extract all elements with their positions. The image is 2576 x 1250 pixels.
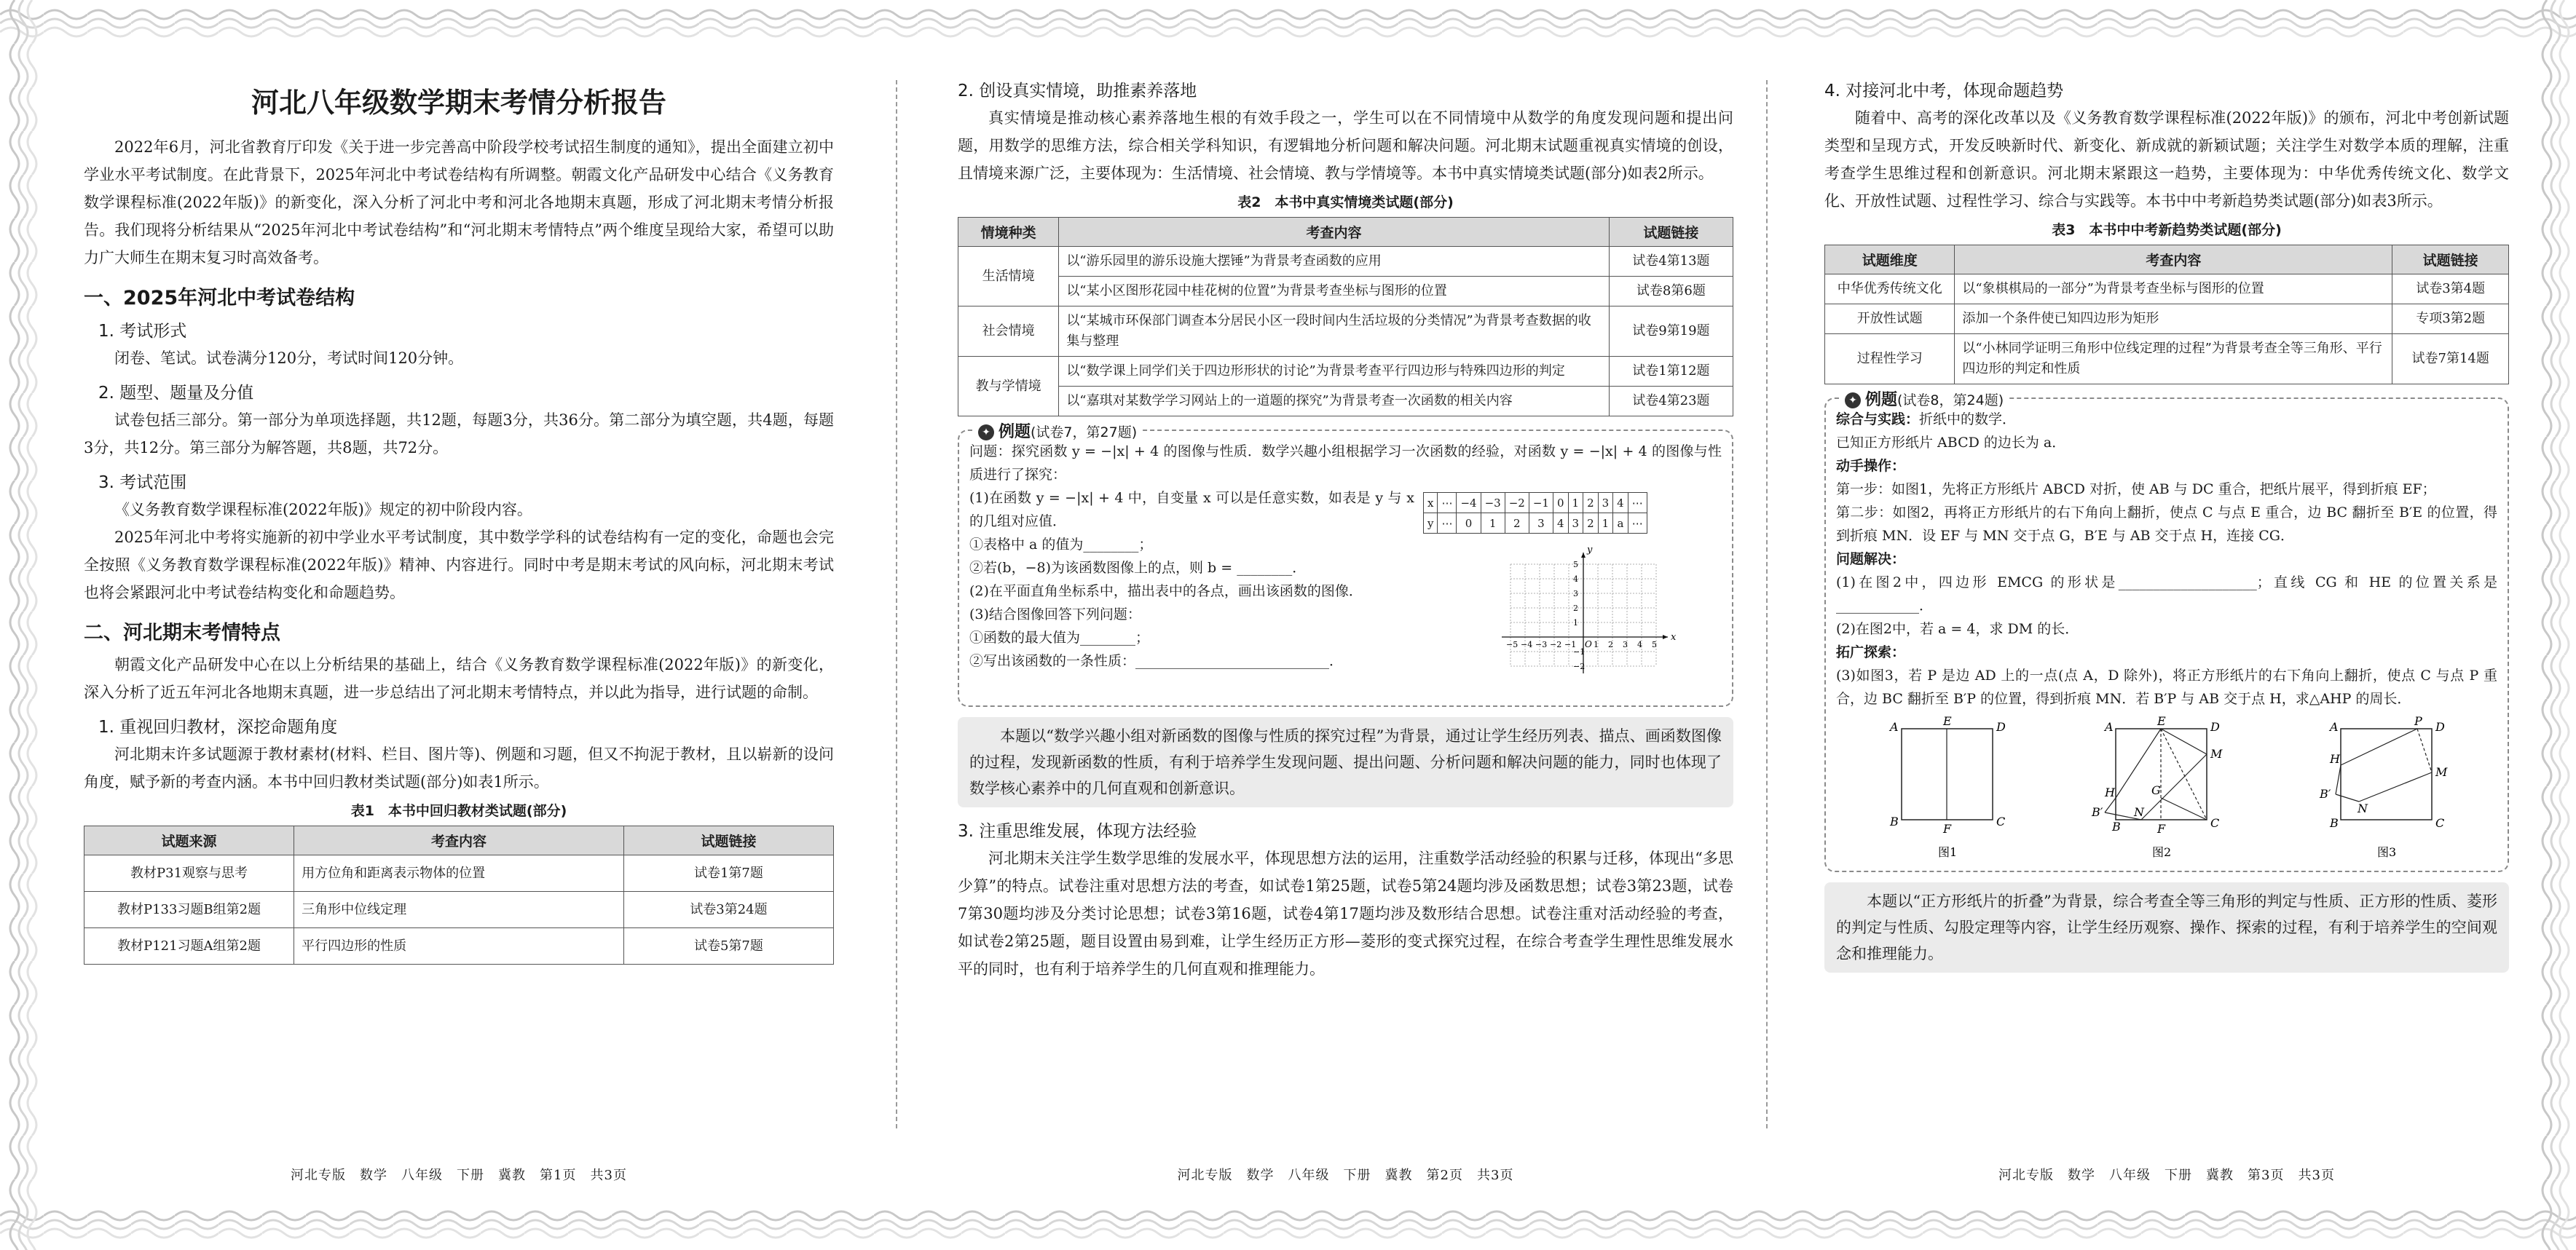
table-row: [1424, 513, 1647, 534]
point-label: C: [1996, 815, 2005, 828]
decorative-border-bottom: [0, 1201, 2576, 1245]
table-cell: 试卷3第4题: [2392, 274, 2509, 304]
paragraph: 真实情境是推动核心素养落地生根的有效手段之一，学生可以在不同情境中从数学的角度发现问题和提出问题，用数学的思维方法，综合相关学科知识，有逻辑地分析问题和解决问题。河北期末试题重视真实情境的创设，且情境来源广泛，主要体现为：生活情境、社会情境、教与学情境等。本书中真实情境类试题(部分)如表2所示。: [958, 109, 1733, 182]
lightbulb-icon: ✦: [1845, 392, 1861, 408]
table-row: [84, 928, 834, 965]
table-cell: x: [1424, 493, 1438, 513]
question-label: 动手操作：: [1836, 458, 1906, 474]
question-text: ②写出该函数的一条性质：____________________________．: [969, 653, 1344, 669]
point-label: B′: [2091, 805, 2103, 819]
page-2: [958, 66, 1733, 1158]
tick-label: 1: [1594, 640, 1599, 649]
table-header: 试题链接: [2392, 245, 2509, 274]
analysis-note: [1824, 882, 2509, 973]
table-cell: 0: [1553, 493, 1568, 513]
doc-title: 河北八年级数学期末考情分析报告: [251, 87, 666, 119]
subsection-title: 4. 对接河北中考，体现命题趋势: [1824, 82, 2064, 100]
table-row: [84, 892, 834, 928]
paragraph: 2025年河北中考将实施新的初中学业水平考试制度，其中数学学科的试卷结构有一定的变化，命题也会完全按照《义务教育数学课程标准(2022年版)》精神、内容进行。同时中考是期末考试的风向标，河北期末考试也将会紧跟河北中考试卷结构变化和命题趋势。: [84, 529, 834, 601]
table-2: [958, 217, 1733, 416]
table-header: 试题来源: [84, 826, 294, 855]
table-header: 考查内容: [294, 826, 624, 855]
point-label: M: [2435, 765, 2448, 779]
table-cell: ⋯: [1438, 493, 1457, 513]
table-cell: 3: [1598, 493, 1613, 513]
origin-label: O: [1585, 639, 1592, 649]
table-cell: ⋯: [1628, 493, 1647, 513]
x-axis-arrow: [1663, 635, 1668, 639]
table-row: [958, 306, 1733, 357]
table-cell: a: [1613, 513, 1628, 534]
question-text: 综合与实践：折纸中的数学．: [1836, 411, 2017, 427]
column-divider: [1766, 80, 1768, 1128]
point-label: C: [2435, 816, 2445, 830]
note-text: 本题以“正方形纸片的折叠”为背景，综合考查全等三角形的判定与性质、正方形的性质、菱形的判定与性质、勾股定理等内容，让学生经历观察、操作、探索的过程，有利于培养学生的空间观念和推理能力。: [1836, 893, 2497, 962]
question-text: ②若(b，−8)为该函数图像上的点，则 b = ________．: [969, 560, 1307, 576]
value-table: [1423, 492, 1647, 534]
subsection-title: 1. 考试形式: [98, 322, 187, 341]
table-cell: 用方位角和距离表示物体的位置: [294, 855, 624, 892]
tick-label: 2: [1573, 604, 1578, 613]
table-cell: 试卷5第7题: [623, 928, 833, 965]
page-footer: 河北专版 数学 八年级 下册 冀教 第3页 共3页: [1998, 1168, 2335, 1183]
example-tag: ✦ 例题(试卷8，第24题): [1839, 387, 2009, 410]
y-axis-arrow: [1581, 553, 1586, 558]
figure-3: [2315, 714, 2454, 863]
table-3: [1824, 245, 2509, 384]
paragraph: 闭卷、笔试。试卷满分120分，考试时间120分钟。: [114, 349, 464, 367]
table-cell: 以“象棋棋局的一部分”为背景考查坐标与图形的位置: [1955, 274, 2392, 304]
point-label: A: [2330, 720, 2339, 734]
table-cell: 中华优秀传统文化: [1825, 274, 1955, 304]
analysis-note: [958, 717, 1733, 807]
example-tag: ✦ 例题(试卷7，第27题): [972, 419, 1143, 442]
tick-label: −1: [1573, 647, 1586, 657]
table-cell: 教与学情境: [958, 357, 1059, 416]
question-text: (1)在函数 y = −|x| + 4 中，自变量 x 可以是任意实数，如表是 y 与 x 的几组对应值．: [969, 490, 1414, 529]
column-divider: [896, 80, 897, 1128]
table-cell: 1: [1568, 493, 1583, 513]
tick-label: −3: [1535, 640, 1548, 649]
decorative-border-top: [0, 0, 2576, 44]
page-footer: 河北专版 数学 八年级 下册 冀教 第2页 共3页: [1177, 1168, 1514, 1183]
table-cell: 试卷9第19题: [1609, 306, 1733, 357]
table-cell: 1: [1481, 513, 1505, 534]
tick-label: 3: [1623, 640, 1628, 649]
question-text: (2)在平面直角坐标系中，描出表中的各点，画出该函数的图像．: [969, 583, 1363, 599]
point-label: D: [1996, 720, 2006, 734]
tick-label: −5: [1506, 640, 1519, 649]
table-cell: 1: [1598, 513, 1613, 534]
page-footer: 河北专版 数学 八年级 下册 冀教 第1页 共3页: [291, 1168, 627, 1183]
example-box: [958, 423, 1733, 707]
table-cell: 试卷8第6题: [1609, 277, 1733, 306]
coordinate-grid: [1496, 545, 1714, 695]
table-caption: 表2 本书中真实情境类试题(部分): [1237, 194, 1454, 210]
question-intro: 问题：探究函数 y = −|x| + 4 的图像与性质．数学兴趣小组根据学习一次函数的经验，对函数 y = −|x| + 4 的图像与性质进行了探究：: [969, 443, 1722, 483]
point-label: D: [2435, 720, 2446, 734]
table-cell: 以“小林同学证明三角形中位线定理的过程”为背景考查全等三角形、平行四边形的判定和性质: [1955, 334, 2392, 384]
point-label: A: [2104, 720, 2114, 734]
page-1: [84, 66, 834, 1158]
tick-label: 4: [1573, 574, 1578, 584]
note-text: 本题以“数学兴趣小组对新函数的图像与性质的探究过程”为背景，通过让学生经历列表、描点、画函数图像的过程，发现新函数的性质，有利于培养学生发现问题、提出问题、分析问题和解决问题的能力，同时也体现了数学核心素养中的几何直观和创新意识。: [969, 727, 1722, 797]
table-cell: −1: [1529, 493, 1553, 513]
question-text: ①函数的最大值为________；: [969, 630, 1150, 646]
table-row: [958, 277, 1733, 306]
table-cell: 专项3第2题: [2392, 304, 2509, 334]
table-row: [958, 357, 1733, 387]
question-text: ①表格中 a 的值为________；: [969, 537, 1153, 553]
point-label: N: [2133, 805, 2144, 819]
question-label: 拓广探索：: [1836, 644, 1906, 660]
axis-label: y: [1587, 545, 1593, 555]
question-text: 第一步：如图1，先将正方形纸片 ABCD 对折，使 AB 与 DC 重合，把纸片展平，得到折痕 EF；: [1836, 481, 2436, 497]
table-cell: 0: [1457, 513, 1481, 534]
table-cell: 以“游乐园里的游乐设施大摆锤”为背景考查函数的应用: [1059, 247, 1609, 277]
table-cell: 以“某城市环保部门调查本分居民小区一段时间内生活垃圾的分类情况”为背景考查数据的收集与整理: [1059, 306, 1609, 357]
axis-label: x: [1671, 632, 1677, 643]
paragraph: 试卷包括三部分。第一部分为单项选择题，共12题，每题3分，共36分。第二部分为填空题，共4题，每题3分，共12分。第三部分为解答题，共8题，共72分。: [84, 411, 834, 456]
point-label: N: [2358, 802, 2368, 815]
point-label: A: [1889, 720, 1899, 734]
figure-1: [1880, 714, 2006, 863]
point-label: E: [1942, 714, 1952, 728]
table-cell: 教材P31观察与思考: [84, 855, 294, 892]
paragraph: 河北期末许多试题源于教材素材(材料、栏目、图片等)、例题和习题，但又不拘泥于教材，且以崭新的设问角度，赋予新的考查内涵。本书中回归教材类试题(部分)如表1所示。: [84, 745, 834, 791]
table-cell: 教材P121习题A组第2题: [84, 928, 294, 965]
tick-label: −2: [1573, 662, 1586, 671]
tick-label: 2: [1608, 640, 1613, 649]
paragraph: 随着中、高考的深化改革以及《义务教育数学课程标准(2022年版)》的颁布，河北中考创新试题类型和呈现方式，开发反映新时代、新变化、新成就的新颖试题；关注学生对数学本质的理解，注重考查学生思维过程和创新意识。河北期末紧跟这一趋势，主要体现为：中华优秀传统文化、数学文化、开放性试题、过程性学习、综合与实践等。本书中中考新趋势类试题(部分)如表3所示。: [1824, 109, 2509, 210]
table-1: [84, 826, 834, 965]
point-label: B: [2330, 816, 2339, 830]
tick-label: −1: [1564, 640, 1577, 649]
table-cell: 3: [1529, 513, 1553, 534]
tick-label: 5: [1573, 560, 1578, 569]
tick-label: 1: [1573, 618, 1578, 628]
table-cell: 4: [1613, 493, 1628, 513]
figure-caption: 图3: [2377, 845, 2397, 859]
table-cell: 试卷3第24题: [623, 892, 833, 928]
table-header: 考查内容: [1955, 245, 2392, 274]
decorative-border-left: [0, 0, 44, 1250]
section-heading: 二、河北期末考情特点: [84, 622, 280, 644]
tick-label: 4: [1637, 640, 1642, 649]
table-cell: 添加一个条件使已知四边形为矩形: [1955, 304, 2392, 334]
lightbulb-icon: ✦: [978, 424, 994, 440]
tick-label: 5: [1652, 640, 1657, 649]
table-cell: 4: [1553, 513, 1568, 534]
point-label: M: [2210, 747, 2223, 761]
page-3: [1824, 66, 2509, 1158]
paragraph: 《义务教育数学课程标准(2022年版)》规定的初中阶段内容。: [114, 501, 532, 518]
table-cell: 试卷4第13题: [1609, 247, 1733, 277]
point-label: P: [2414, 714, 2423, 728]
table-cell: 生活情境: [958, 247, 1059, 306]
table-row: [1825, 304, 2509, 334]
paragraph: 朝霞文化产品研发中心在以上分析结果的基础上，结合《义务教育数学课程标准(2022年版)》的新变化，深入分析了近五年河北各地期末真题，进一步总结出了河北期末考情特点，并以此为指导，进行试题的命制。: [84, 656, 834, 701]
table-cell: 平行四边形的性质: [294, 928, 624, 965]
table-cell: 试卷1第7题: [623, 855, 833, 892]
table-row: [1424, 493, 1647, 513]
table-row: [958, 247, 1733, 277]
table-cell: −3: [1481, 493, 1505, 513]
table-cell: ⋯: [1628, 513, 1647, 534]
table-header: 考查内容: [1059, 218, 1609, 247]
decorative-border-right: [2532, 0, 2576, 1250]
table-header: 试题链接: [623, 826, 833, 855]
tick-label: 3: [1573, 589, 1578, 598]
table-cell: 试卷1第12题: [1609, 357, 1733, 387]
point-label: B: [2111, 820, 2121, 834]
question-text: (2)在图2中，若 a = 4，求 DM 的长．: [1836, 621, 2079, 637]
intro-paragraph: 2022年6月，河北省教育厅印发《关于进一步完善高中阶段学校考试招生制度的通知》，提出全面建立初中学业水平考试制度。在此背景下，2025年河北中考试卷结构有所调整。朝霞文化产品研发中心结合《义务教育数学课程标准(2022年版)》的新变化，深入分析了河北中考和河北各地期末真题，形成了河北期末考情分析报告。我们现将分析结果从“2025年河北中考试卷结构”和“河北期末考情特点”两个维度呈现给大家，希望可以助力广大师生在期末复习时高效备考。: [84, 138, 834, 266]
table-cell: 教材P133习题B组第2题: [84, 892, 294, 928]
table-row: [84, 855, 834, 892]
table-cell: ⋯: [1438, 513, 1457, 534]
table-cell: 2: [1583, 513, 1599, 534]
table-cell: 3: [1568, 513, 1583, 534]
table-row: [1825, 274, 2509, 304]
question-label: 问题解决：: [1836, 551, 1906, 567]
table-cell: 试卷7第14题: [2392, 334, 2509, 384]
point-label: D: [2210, 720, 2220, 734]
table-caption: 表3 本书中中考新趋势类试题(部分): [2052, 222, 2282, 238]
question-text: (1)在图2中，四边形 EMCG 的形状是____________________；直线 CG 和 HE 的位置关系是____________．: [1836, 574, 2497, 614]
table-cell: 试卷4第23题: [1609, 387, 1733, 416]
section-heading: 一、2025年河北中考试卷结构: [84, 287, 355, 309]
table-cell: 三角形中位线定理: [294, 892, 624, 928]
point-label: C: [2210, 816, 2220, 830]
table-cell: 开放性试题: [1825, 304, 1955, 334]
point-label: E: [2156, 714, 2166, 728]
table-cell: 2: [1505, 513, 1529, 534]
point-label: F: [1942, 822, 1951, 836]
example-box: [1824, 391, 2509, 872]
table-cell: 2: [1583, 493, 1599, 513]
table-cell: 以“数学课上同学们关于四边形形状的讨论”为背景考查平行四边形与特殊四边形的判定: [1059, 357, 1609, 387]
table-cell: −2: [1505, 493, 1529, 513]
subsection-title: 3. 注重思维发展，体现方法经验: [958, 822, 1197, 841]
figure-2: [2090, 714, 2229, 863]
table-row: [1825, 334, 2509, 384]
table-cell: −4: [1457, 493, 1481, 513]
point-label: B: [1889, 815, 1899, 828]
subsection-title: 3. 考试范围: [98, 473, 187, 492]
question-text: (3)如图3，若 P 是边 AD 上的一点(点 A，D 除外)，将正方形纸片的右下角向上翻折，使点 C 与点 P 重合，边 BC 翻折至 B′P 的位置，得到折痕 MN．若 B′P 与 AB 交于点 H，求△AHP 的周长．: [1836, 668, 2497, 707]
table-row: [958, 387, 1733, 416]
point-label: B′: [2320, 787, 2331, 801]
question-text: 已知正方形纸片 ABCD 的边长为 a．: [1836, 435, 2066, 451]
point-label: F: [2156, 822, 2166, 836]
point-label: G: [2151, 783, 2161, 797]
figure-caption: 图2: [2151, 845, 2172, 859]
question-text: 第二步：如图2，再将正方形纸片的右下角向上翻折，使点 C 与点 E 重合，边 BC 翻折至 B′E 的位置，得到折痕 MN．设 EF 与 MN 交于点 G，B′E 与 AB 交于点 H，连接 CG．: [1836, 505, 2497, 544]
table-header: 试题维度: [1825, 245, 1955, 274]
table-cell: y: [1424, 513, 1438, 534]
subsection-title: 2. 题型、题量及分值: [98, 384, 254, 403]
subsection-title: 2. 创设真实情境，助推素养落地: [958, 82, 1197, 100]
table-header: 情境种类: [958, 218, 1059, 247]
table-cell: 社会情境: [958, 306, 1059, 357]
subsection-title: 1. 重视回归教材，深挖命题角度: [98, 718, 338, 737]
point-label: H: [2104, 786, 2115, 799]
paragraph: 河北期末关注学生数学思维的发展水平，体现思想方法的运用，注重数学活动经验的积累与迁移，体现出“多思少算”的特点。试卷注重对思想方法的考查，如试卷1第25题，试卷5第24题均涉及函数思想；试卷3第23题，试卷7第30题均涉及分类讨论思想；试卷3第16题，试卷4第17题均涉及数形结合思想。试卷注重对活动经验的考查，如试卷2第25题，题目设置由易到难，让学生经历正方形—菱形的变式探究过程，在综合考查学生理性思维发展水平的同时，也有利于培养学生的几何直观和推理能力。: [958, 850, 1733, 978]
table-header: 试题链接: [1609, 218, 1733, 247]
table-cell: 过程性学习: [1825, 334, 1955, 384]
figure-caption: 图1: [1937, 845, 1957, 859]
tick-label: −2: [1550, 640, 1562, 649]
table-cell: 以“某小区图形花园中桂花树的位置”为背景考查坐标与图形的位置: [1059, 277, 1609, 306]
table-caption: 表1 本书中回归教材类试题(部分): [350, 803, 567, 819]
question-text: (3)结合图像回答下列问题：: [969, 606, 1141, 622]
point-label: H: [2330, 752, 2341, 766]
table-cell: 以“嘉琪对某数学学习网站上的一道题的探究”为背景考查一次函数的相关内容: [1059, 387, 1609, 416]
tick-label: −4: [1521, 640, 1533, 649]
